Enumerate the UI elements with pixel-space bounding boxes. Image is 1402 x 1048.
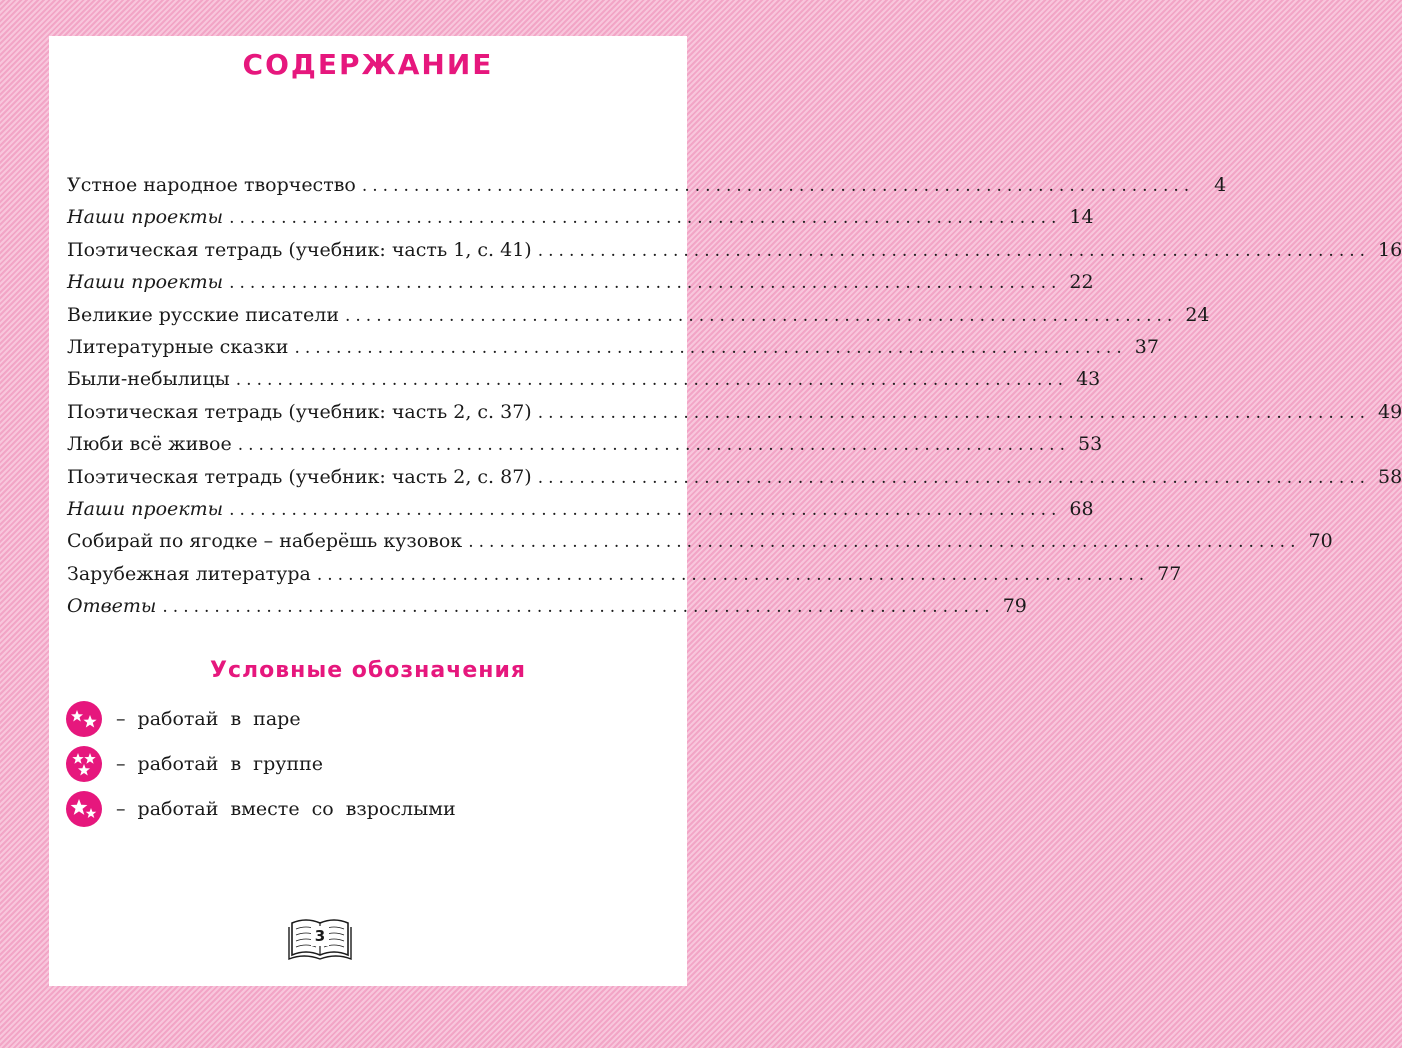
legend-title: Условные обозначения xyxy=(209,658,526,683)
toc-dot-leader: ................................................................................ xyxy=(162,597,995,618)
toc-entry xyxy=(67,238,1402,271)
toc-dot-leader: ................................................................................ xyxy=(229,499,1062,520)
legend-text-adults: – работай вместе со взрослыми xyxy=(116,797,456,820)
toc-dot-leader: ................................................................................ xyxy=(237,435,1070,456)
toc-entry xyxy=(67,335,1159,368)
toc-dot-leader: ................................................................................ xyxy=(468,532,1301,553)
toc-entry xyxy=(67,530,1333,562)
content-page xyxy=(49,36,1402,986)
toc-entry-title: Поэтическая тетрадь (учебник: часть 1, с. 41) xyxy=(67,238,532,261)
toc-entry-page: 24 xyxy=(1185,303,1210,326)
toc-entry xyxy=(67,174,1227,206)
toc-dot-leader: ................................................................................ xyxy=(229,208,1062,229)
page-title: СОДЕРЖАНИЕ xyxy=(242,48,494,81)
toc-entry-page: 4 xyxy=(1214,174,1227,196)
toc-entry-title: Собирай по ягодке – наберёшь кузовок xyxy=(67,530,463,553)
toc-entry xyxy=(67,206,1094,238)
legend-text-group: – работай в группе xyxy=(116,752,324,775)
toc-dot-leader: ................................................................................ xyxy=(361,176,1195,196)
toc-entry xyxy=(67,271,1094,303)
toc-entry xyxy=(67,433,1103,465)
toc-entry-page: 37 xyxy=(1134,335,1159,358)
toc-dot-leader: ................................................................................ xyxy=(537,402,1371,423)
page-number-badge xyxy=(286,915,354,963)
toc-entry-title: Поэтическая тетрадь (учебник: часть 2, с. 37) xyxy=(67,400,532,423)
toc-entry-title: Наши проекты xyxy=(67,206,224,229)
toc-dot-leader: ................................................................................ xyxy=(345,305,1178,326)
legend-item-pair xyxy=(66,696,456,741)
toc-dot-leader: ................................................................................ xyxy=(537,240,1371,261)
toc-entry-title: Зарубежная литература xyxy=(67,562,311,585)
legend-list xyxy=(66,696,456,831)
legend-text-pair: – работай в паре xyxy=(116,707,301,730)
toc-entry-title: Устное народное творчество xyxy=(67,174,356,196)
two-stars-icon xyxy=(66,701,102,737)
toc-entry xyxy=(67,595,1027,627)
toc-entry xyxy=(67,368,1101,400)
toc-entry-title: Ответы xyxy=(67,595,157,618)
toc-entry-page: 22 xyxy=(1069,271,1094,294)
toc-entry-page: 49 xyxy=(1378,400,1402,423)
toc-entry-title: Поэтическая тетрадь (учебник: часть 2, с. 87) xyxy=(67,465,532,488)
toc-entry-page: 79 xyxy=(1002,595,1027,618)
page-number: 3 xyxy=(314,927,326,945)
toc-entry-title: Наши проекты xyxy=(67,497,224,520)
toc-entry-page: 68 xyxy=(1069,497,1094,520)
toc-entry-page: 70 xyxy=(1308,530,1333,553)
toc-entry-title: Наши проекты xyxy=(67,271,224,294)
legend-item-adults xyxy=(66,786,456,831)
toc-entry xyxy=(67,465,1402,498)
toc-entry-page: 77 xyxy=(1157,562,1182,585)
legend-item-group xyxy=(66,741,456,786)
toc-entry xyxy=(67,562,1182,595)
toc-entry-title: Великие русские писатели xyxy=(67,303,339,326)
toc-entry-page: 58 xyxy=(1378,465,1402,488)
toc-entry-page: 16 xyxy=(1378,238,1402,261)
toc-dot-leader: ................................................................................ xyxy=(316,564,1150,585)
toc-entry-title: Люби всё живое xyxy=(67,433,232,456)
toc-entry-title: Литературные сказки xyxy=(67,335,289,358)
three-stars-icon xyxy=(66,746,102,782)
toc-dot-leader: ................................................................................ xyxy=(537,467,1371,488)
toc-entry xyxy=(67,303,1210,336)
toc-entry-page: 43 xyxy=(1076,368,1101,391)
table-of-contents xyxy=(67,174,1402,627)
toc-entry-page: 14 xyxy=(1069,206,1094,229)
toc-dot-leader: ................................................................................ xyxy=(229,273,1062,294)
toc-entry xyxy=(67,497,1094,530)
big-small-stars-icon xyxy=(66,791,102,827)
toc-entry xyxy=(67,400,1402,433)
toc-entry-title: Были-небылицы xyxy=(67,368,230,391)
toc-dot-leader: ................................................................................ xyxy=(294,337,1127,358)
toc-dot-leader: ................................................................................ xyxy=(235,370,1069,391)
toc-entry-page: 53 xyxy=(1078,433,1103,456)
